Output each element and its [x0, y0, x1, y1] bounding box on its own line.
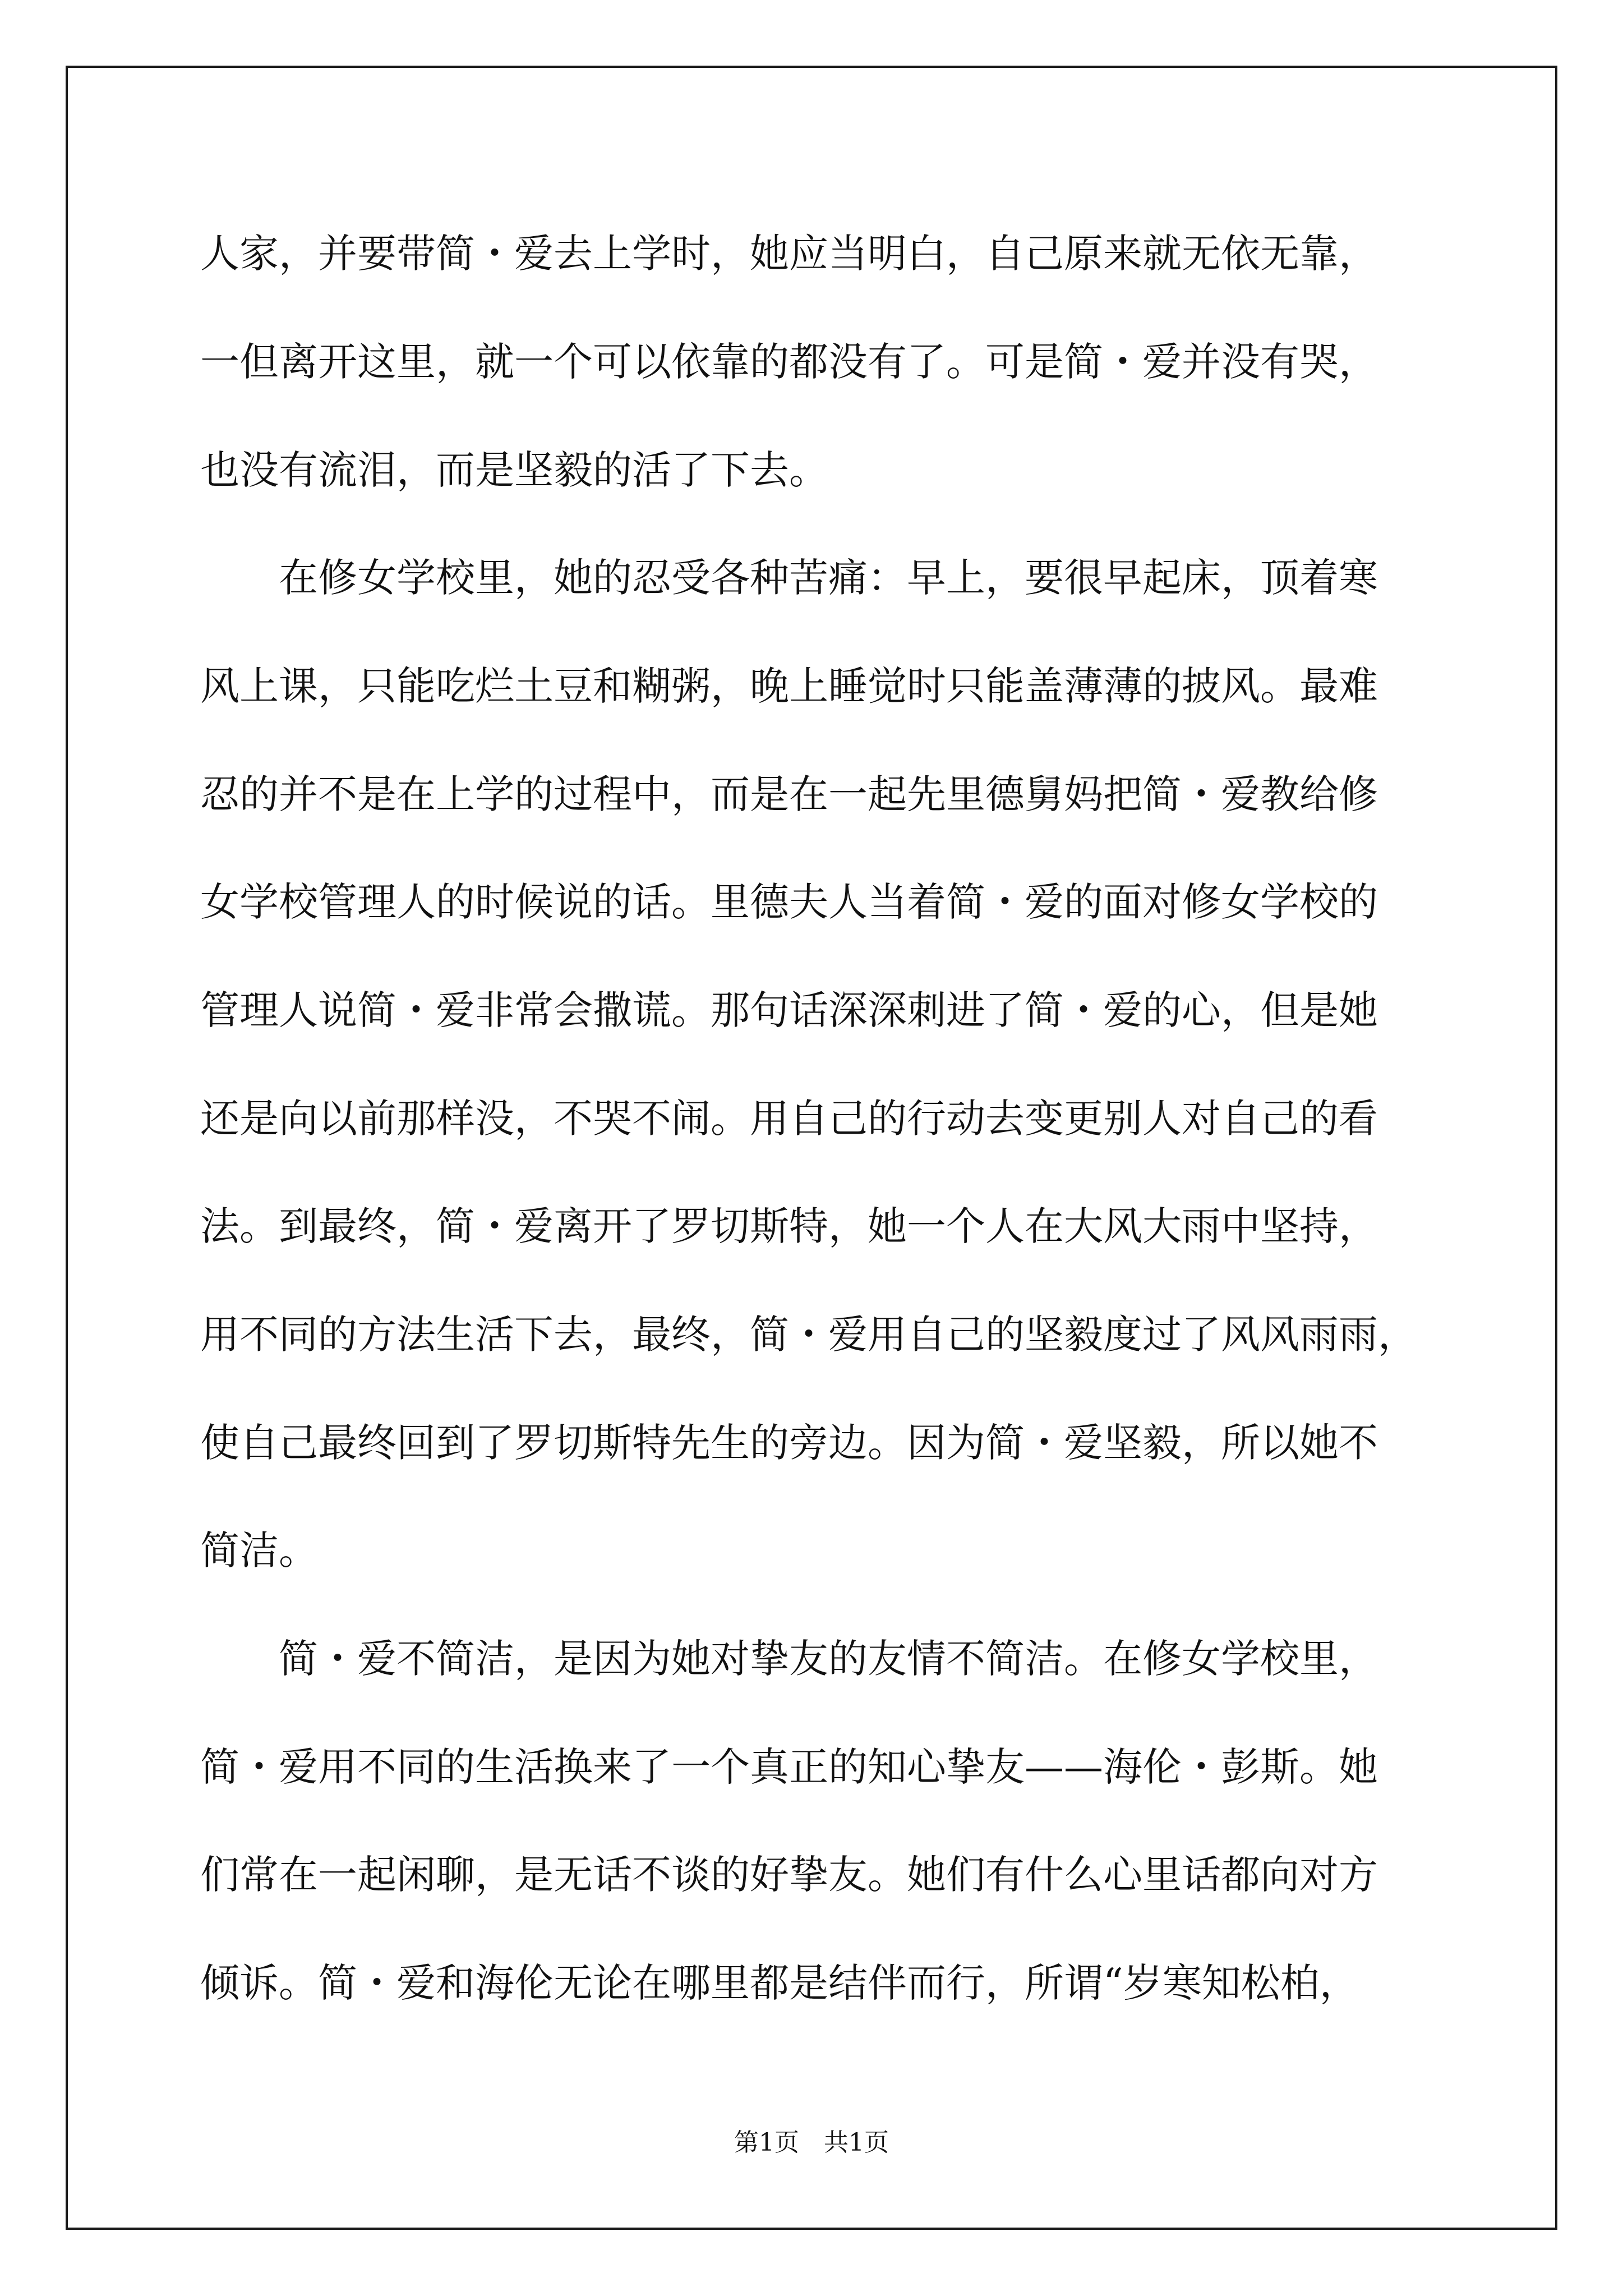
page-footer: [0, 2126, 1623, 2160]
text-line: 使自己最终回到了罗切斯特先生的旁边。因为简・爱坚毅，所以她不: [200, 1420, 1378, 1466]
text-line: 忍的并不是在上学的过程中，而是在一起先里德舅妈把简・爱教给修: [200, 771, 1378, 817]
text-line: 用不同的方法生活下去，最终，简・爱用自己的坚毅度过了风风雨雨，: [200, 1312, 1417, 1358]
text-line: 简・爱不简洁，是因为她对挚友的友情不简洁。在修女学校里，: [200, 1636, 1378, 1682]
text-line: 管理人说简・爱非常会撒谎。那句话深深刺进了简・爱的心，但是她: [200, 987, 1378, 1033]
text-line: 们常在一起闲聊，是无话不谈的好挚友。她们有什么心里话都向对方: [200, 1852, 1378, 1898]
page-number: 第1页: [734, 2128, 799, 2157]
text-line: 简・爱用不同的生活换来了一个真正的知心挚友——海伦・彭斯。她: [200, 1744, 1378, 1790]
text-line: 女学校管理人的时候说的话。里德夫人当着简・爱的面对修女学校的: [200, 879, 1378, 925]
text-line: 人家，并要带简・爱去上学时，她应当明白，自己原来就无依无靠，: [200, 231, 1378, 277]
text-line: 倾诉。简・爱和海伦无论在哪里都是结伴而行，所谓“岁寒知松柏，: [200, 1960, 1359, 2006]
text-line: 也没有流泪，而是坚毅的活了下去。: [200, 447, 828, 493]
text-line: 简洁。: [200, 1527, 318, 1573]
page-total: 共1页: [824, 2128, 889, 2157]
text-line: 在修女学校里，她的忍受各种苦痛：早上，要很早起床，顶着寒: [200, 555, 1378, 601]
text-line: 风上课，只能吃烂土豆和糊粥，晚上睡觉时只能盖薄薄的披风。最难: [200, 663, 1378, 709]
text-line: 还是向以前那样没，不哭不闹。用自己的行动去变更别人对自己的看: [200, 1096, 1378, 1142]
text-line: 法。到最终，简・爱离开了罗切斯特，她一个人在大风大雨中坚持，: [200, 1203, 1378, 1249]
text-line: 一但离开这里，就一个可以依靠的都没有了。可是简・爱并没有哭，: [200, 339, 1378, 385]
